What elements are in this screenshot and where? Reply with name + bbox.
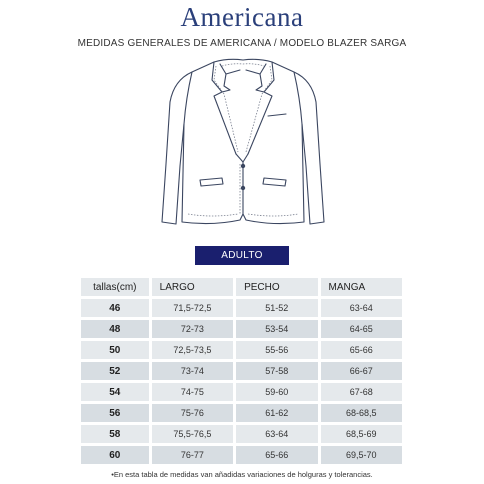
footnote: •En esta tabla de medidas van añadidas variaciones de holguras y tolerancias. <box>111 470 373 479</box>
cell-sleeve: 69,5-70 <box>321 446 402 464</box>
page-title: Americana <box>180 2 304 32</box>
cell-size: 54 <box>81 383 149 401</box>
cell-chest: 51-52 <box>236 299 317 317</box>
cell-chest: 61-62 <box>236 404 317 422</box>
cell-length: 72,5-73,5 <box>152 341 233 359</box>
cell-length: 75,5-76,5 <box>152 425 233 443</box>
cell-sleeve: 65-66 <box>321 341 402 359</box>
table-row <box>81 299 402 317</box>
page-subtitle: MEDIDAS GENERALES DE AMERICANA / MODELO BLAZER SARGA <box>77 38 407 49</box>
header-sleeve: MANGA <box>321 278 402 296</box>
cell-size: 48 <box>81 320 149 338</box>
cell-size: 46 <box>81 299 149 317</box>
cell-size: 58 <box>81 425 149 443</box>
adult-badge: ADULTO <box>195 246 289 265</box>
cell-length: 76-77 <box>152 446 233 464</box>
cell-sleeve: 63-64 <box>321 299 402 317</box>
cell-length: 72-73 <box>152 320 233 338</box>
table-row <box>81 383 402 401</box>
blazer-jacket-icon <box>152 54 334 232</box>
table-row <box>81 446 402 464</box>
table-row <box>81 425 402 443</box>
cell-sleeve: 67-68 <box>321 383 402 401</box>
cell-chest: 57-58 <box>236 362 317 380</box>
table-header-row <box>81 278 402 296</box>
cell-sleeve: 68-68,5 <box>321 404 402 422</box>
cell-chest: 59-60 <box>236 383 317 401</box>
header-size: tallas(cm) <box>81 278 149 296</box>
size-table <box>78 275 405 467</box>
cell-sleeve: 66-67 <box>321 362 402 380</box>
cell-size: 60 <box>81 446 149 464</box>
cell-length: 74-75 <box>152 383 233 401</box>
header-length: LARGO <box>152 278 233 296</box>
table-row <box>81 320 402 338</box>
cell-size: 50 <box>81 341 149 359</box>
cell-sleeve: 68,5-69 <box>321 425 402 443</box>
cell-chest: 53-54 <box>236 320 317 338</box>
cell-length: 73-74 <box>152 362 233 380</box>
cell-length: 71,5-72,5 <box>152 299 233 317</box>
cell-length: 75-76 <box>152 404 233 422</box>
cell-size: 52 <box>81 362 149 380</box>
header-chest: PECHO <box>236 278 317 296</box>
cell-chest: 65-66 <box>236 446 317 464</box>
table-row <box>81 362 402 380</box>
cell-chest: 55-56 <box>236 341 317 359</box>
table-row <box>81 404 402 422</box>
cell-sleeve: 64-65 <box>321 320 402 338</box>
cell-chest: 63-64 <box>236 425 317 443</box>
cell-size: 56 <box>81 404 149 422</box>
table-row <box>81 341 402 359</box>
